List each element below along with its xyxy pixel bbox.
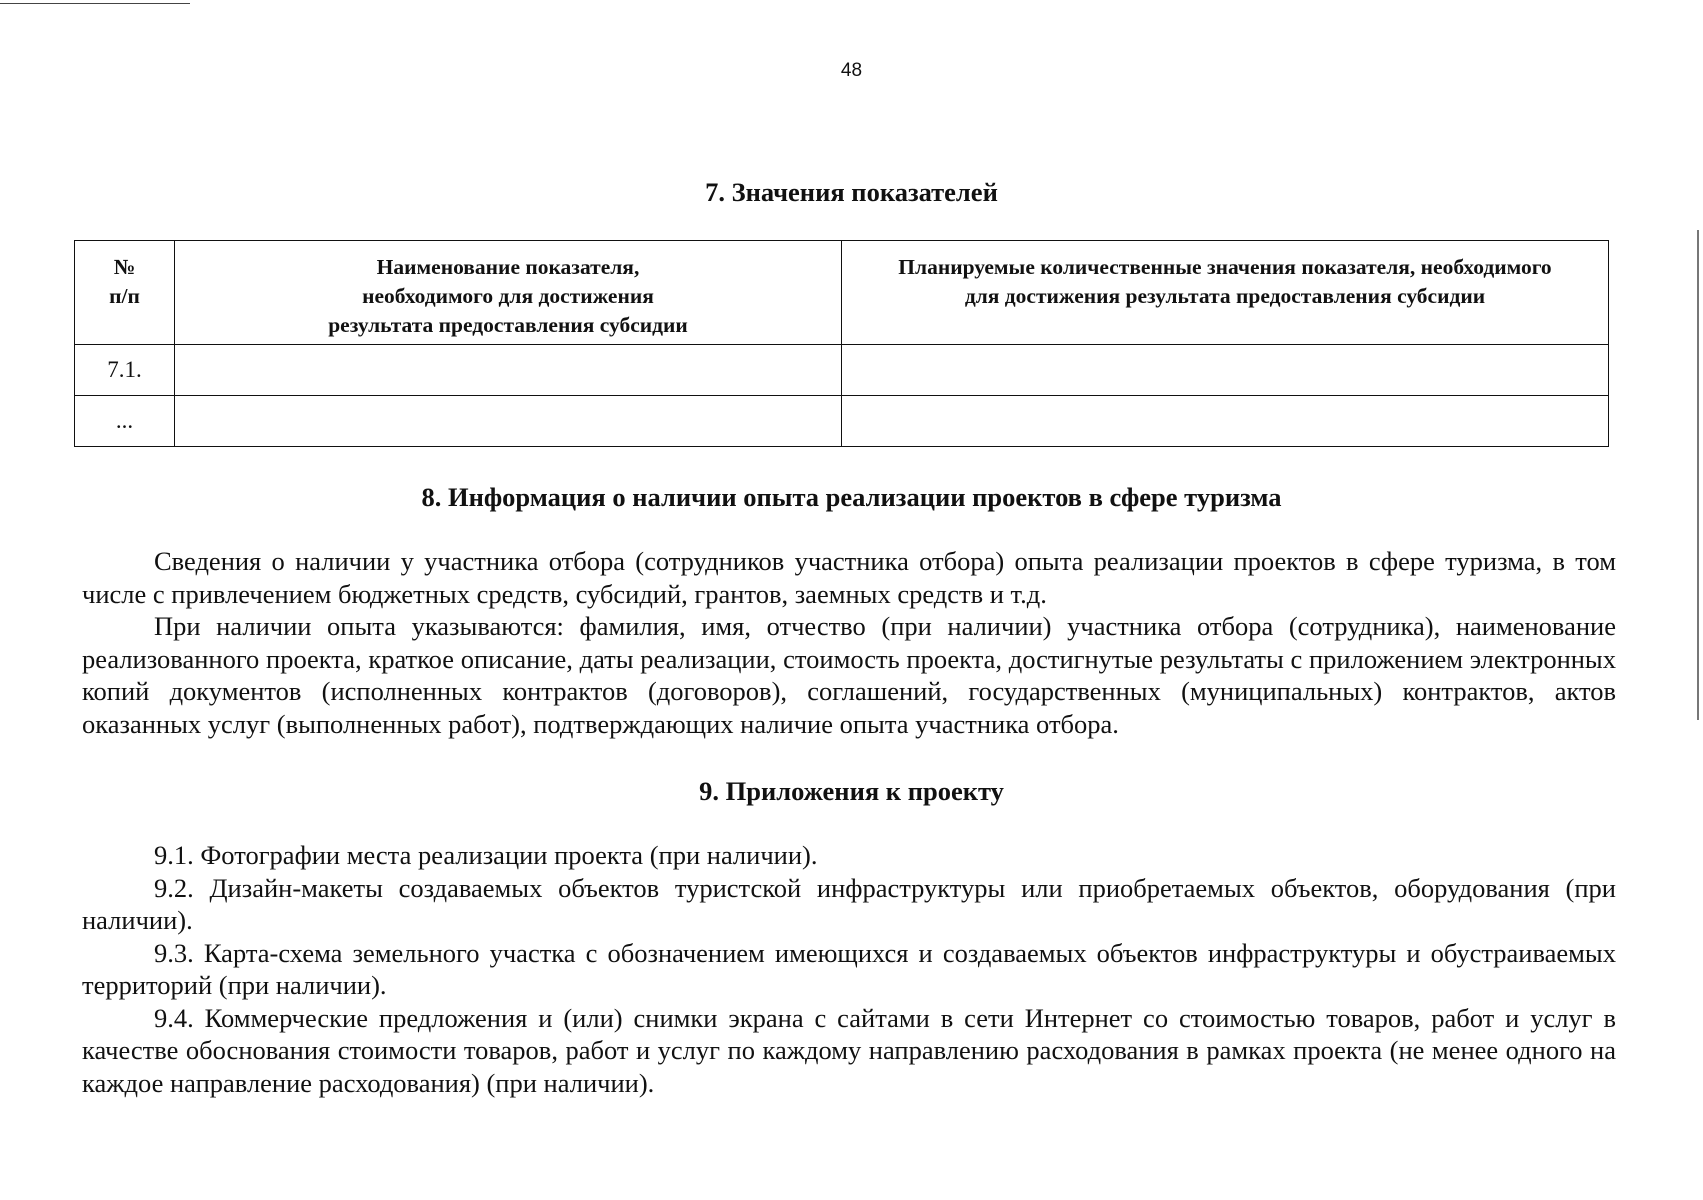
paragraph: Сведения о наличии у участника отбора (сотрудников участника отбора) опыта реализации проектов в сфере туризма, в том числе с привлечением бюджетных средств, субсидий, грантов, заемных средств и т.д. (82, 546, 1616, 609)
row-number: 7.1. (75, 345, 175, 396)
header-value-line: Планируемые количественные значения показателя, необходимого (898, 255, 1552, 279)
section-9-title: 9. Приложения к проекту (699, 776, 1004, 806)
section-8-body (82, 545, 1616, 740)
scan-edge-line (0, 3, 190, 4)
row-indicator-name (175, 345, 842, 396)
header-name-line: результата предоставления субсидии (328, 313, 688, 337)
list-item: 9.4. Коммерческие предложения и (или) снимки экрана с сайтами в сети Интернет со стоимостью товаров, работ и услуг в качестве обоснования стоимости товаров, работ и услуг по каждому направлению расходования в рамках проекта (не менее одного на каждое направление расходования) (при наличии). (82, 1002, 1616, 1098)
header-value-line: для достижения результата предоставления субсидии (964, 284, 1486, 308)
table-row (75, 345, 1609, 396)
table-row (75, 396, 1609, 447)
row-planned-value (842, 345, 1609, 396)
header-name-line: необходимого для достижения (362, 284, 654, 308)
header-number-line: № (113, 255, 136, 279)
scan-right-edge (1697, 230, 1699, 720)
section-9-body (82, 839, 1616, 1099)
list-item: 9.1. Фотографии места реализации проекта (при наличии). (154, 840, 818, 870)
header-number-line: п/п (109, 284, 140, 308)
header-name-line: Наименование показателя, (376, 255, 640, 279)
paragraph: При наличии опыта указываются: фамилия, имя, отчество (при наличии) участника отбора (сотрудника), наименование реализованного проекта, краткое описание, даты реализации, стоимость проекта, достигнутые результаты с приложением электронных копий документов (исполненных контрактов (договоров), соглашений, государственных (муниципальных) контрактов, актов оказанных услуг (выполненных работ), подтверждающих наличие опыта участника отбора. (82, 611, 1616, 739)
section-8-title: 8. Информация о наличии опыта реализации проектов в сфере туризма (421, 482, 1282, 512)
row-indicator-name (175, 396, 842, 447)
list-item: 9.3. Карта-схема земельного участка с обозначением имеющихся и создаваемых объектов инфраструктуры и обустраиваемых территорий (при наличии). (82, 937, 1616, 1000)
section-7-title: 7. Значения показателей (705, 177, 998, 207)
row-number: ... (75, 396, 175, 447)
header-planned-values (842, 241, 1609, 345)
row-planned-value (842, 396, 1609, 447)
header-number (75, 241, 175, 345)
indicators-table (74, 240, 1609, 447)
list-item: 9.2. Дизайн-макеты создаваемых объектов туристской инфраструктуры или приобретаемых объектов, оборудования (при наличии). (82, 872, 1616, 935)
header-indicator-name (175, 241, 842, 345)
page-number: 48 (840, 60, 863, 81)
table-header-row (75, 241, 1609, 345)
